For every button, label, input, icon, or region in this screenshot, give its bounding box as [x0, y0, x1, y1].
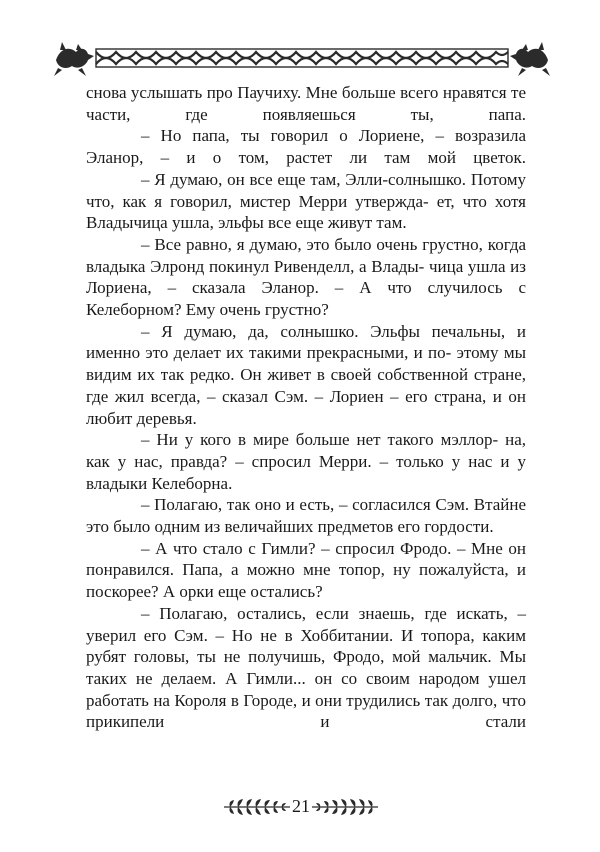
page-footer	[0, 790, 600, 830]
text-line: своим народом ушел работать на Короля в Городе,	[86, 668, 527, 710]
paragraph	[86, 234, 526, 321]
text-line: – Полагаю, остались, если знаешь, где искать, –	[141, 603, 526, 623]
dragon-left-icon	[54, 42, 94, 76]
fern-leaf-icon	[222, 798, 292, 816]
paragraph	[86, 321, 526, 430]
paragraph	[86, 494, 526, 537]
body-text	[86, 82, 526, 733]
text-line: нас и у владыки Келеборна.	[86, 451, 526, 493]
text-line: этому мы видим их так редко. Он живет в своей	[86, 343, 526, 385]
text-line: Потому что, как я говорил, мистер Мерри утвержда-	[86, 169, 527, 211]
text-line: снова услышать про Паучиху. Мне больше всего	[86, 83, 439, 102]
text-line: – Но папа, ты говорил о Лориене, – возразила	[141, 126, 526, 146]
paragraph	[86, 603, 526, 733]
paragraph	[86, 429, 526, 494]
text-line: – Полагаю, так оно и есть, – согласился Сэм.	[141, 495, 470, 515]
text-line: случилось с Келеборном? Ему очень грустно?	[86, 278, 526, 320]
page-number: 21	[292, 796, 310, 816]
celtic-knot-header-border	[52, 38, 552, 78]
text-line: уверил его Сэм. – Но не в Хоббитании. И топора,	[86, 625, 475, 645]
paragraph	[86, 169, 526, 234]
text-line: пожалуйста, и поскорее? А орки еще остались?	[86, 560, 526, 602]
text-line: нравятся те части, где появляешься ты, папа.	[86, 83, 526, 124]
text-line: чица ушла из Лориена, – сказала Эланор. – А что	[86, 256, 526, 298]
text-line: Втайне это было одним из величайших предметов	[86, 495, 526, 537]
text-line: Эланор, – и о том, растет ли там мой цветок.	[86, 148, 526, 168]
paragraph	[86, 125, 526, 168]
text-line: – Я думаю, он все еще там, Элли-солнышко.	[141, 169, 467, 189]
text-line: когда владыка Элронд покинул Ривенделл, а Влады-	[86, 234, 527, 276]
text-line: ет, что хотя Владычица ушла, эльфы все еще живут	[86, 191, 526, 233]
text-line: на, как у нас, правда? – спросил Мерри. – только у	[86, 430, 527, 471]
text-line: мальчик. Мы таких не делаем. А Гимли... он со	[86, 647, 526, 688]
text-line: – А что стало с Гимли? – спросил Фродо. –	[141, 538, 466, 558]
dragon-right-icon	[510, 42, 550, 76]
fern-leaf-icon	[310, 798, 380, 816]
text-line: – Я думаю, да, солнышко. Эльфы печальны, и	[141, 321, 526, 341]
text-line: – Ни у кого в мире больше нет такого мэллор-	[141, 430, 499, 450]
text-line: каким рубят головы, ты не получишь, Фродо, мой	[86, 625, 527, 667]
text-line: Мне он понравился. Папа, а можно мне топор, ну	[86, 538, 526, 580]
text-line: Лориен – его страна, и он любит деревья.	[86, 386, 526, 428]
paragraph	[86, 82, 526, 125]
knotwork-band	[96, 49, 508, 67]
text-line: собственной стране, где жил всегда, – сказал Сэм. –	[86, 365, 527, 406]
text-line: его гордости.	[397, 517, 494, 537]
text-line: – Все равно, я думаю, это было очень грустно,	[141, 234, 483, 254]
paragraph	[86, 538, 526, 603]
text-line: и они трудились так долго, что прикипели и стали	[86, 690, 527, 732]
text-line: именно это делает их такими прекрасными, и по-	[86, 343, 452, 363]
text-line: там.	[376, 213, 407, 233]
